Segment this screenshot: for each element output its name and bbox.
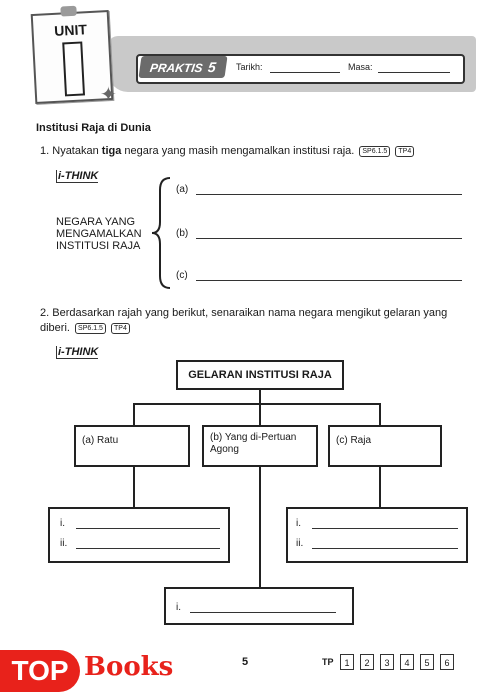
praktis-number: 5 — [206, 59, 218, 75]
q1-text-after: negara yang masih mengamalkan institusi raja. — [124, 145, 355, 157]
pin-icon — [60, 6, 77, 17]
time-field[interactable] — [378, 72, 450, 73]
q2-code-badge: SP6.1.5 — [75, 323, 106, 334]
q1-text-before: Nyatakan — [52, 145, 99, 157]
roman-label: ii. — [296, 538, 304, 549]
q1-option-letter: (c) — [176, 270, 188, 281]
q1-answer-b[interactable] — [196, 238, 462, 239]
q1-heading — [56, 216, 142, 252]
connector — [133, 467, 135, 507]
connector — [259, 390, 261, 404]
q1-number: 1. — [40, 145, 50, 157]
tp-level: 1 — [340, 654, 354, 670]
answer-agong-i[interactable] — [190, 612, 336, 613]
section-title: Institusi Raja di Dunia — [36, 122, 151, 134]
q1-code-badge: SP6.1.5 — [359, 146, 390, 157]
praktis-label: PRAKTIS — [148, 61, 204, 75]
branch-letter: (a) — [82, 435, 95, 446]
branch-letter: (b) — [210, 432, 223, 443]
branch-box-raja — [328, 425, 442, 467]
page-number: 5 — [242, 656, 249, 668]
roman-label: i. — [176, 602, 181, 613]
answer-ratu-i[interactable] — [76, 528, 220, 529]
q1-ithink-label: i-THINK — [58, 170, 99, 182]
watermark-logo — [0, 640, 174, 700]
q1-tp-badge: TP4 — [395, 146, 414, 157]
curly-brace-icon — [148, 176, 178, 290]
q2-tp-badge: TP4 — [111, 323, 130, 334]
watermark-top: TOP — [0, 650, 80, 692]
tp-level: 5 — [420, 654, 434, 670]
tp-level: 3 — [380, 654, 394, 670]
tp-level: 4 — [400, 654, 414, 670]
q2-ithink-label: i-THINK — [58, 346, 99, 358]
roman-label: i. — [296, 518, 301, 529]
q2-text: Berdasarkan rajah yang berikut, senaraikan nama negara mengikut gelaran yang diberi. — [40, 307, 448, 334]
q1-option-letter: (b) — [176, 228, 189, 239]
connector — [259, 403, 261, 425]
q1-option-b — [176, 228, 188, 239]
question-2 — [40, 306, 472, 336]
tree-root-box: GELARAN INSTITUSI RAJA — [176, 360, 344, 390]
q1-heading-line: NEGARA YANG — [56, 216, 136, 228]
time-label: Masa: — [348, 62, 373, 72]
q1-answer-c[interactable] — [196, 280, 462, 281]
answer-box-ratu — [48, 507, 230, 563]
branch-label: Raja — [350, 435, 372, 446]
q1-option-letter: (a) — [176, 184, 189, 195]
question-1 — [40, 144, 480, 159]
unit-label: UNIT — [53, 21, 88, 39]
unit-number-icon — [62, 41, 85, 96]
connector — [133, 403, 381, 405]
watermark-books: Books — [84, 652, 174, 682]
answer-raja-ii[interactable] — [312, 548, 458, 549]
answer-ratu-ii[interactable] — [76, 548, 220, 549]
q1-heading-line: MENGAMALKAN — [56, 228, 142, 240]
date-field[interactable] — [270, 72, 340, 73]
answer-box-agong — [164, 587, 354, 625]
q1-option-a — [176, 184, 188, 195]
branch-letter: (c) — [336, 435, 348, 446]
tp-level: 2 — [360, 654, 374, 670]
tp-label: TP — [322, 657, 334, 667]
roman-label: ii. — [60, 538, 68, 549]
tp-level: 6 — [440, 654, 454, 670]
branch-label: Yang di-Pertuan Agong — [210, 432, 297, 455]
q1-heading-line: INSTITUSI RAJA — [56, 240, 141, 252]
q2-number: 2. — [40, 307, 50, 319]
branch-label: Ratu — [97, 435, 119, 446]
connector — [259, 467, 261, 587]
roman-label: i. — [60, 518, 65, 529]
q1-answer-a[interactable] — [196, 194, 462, 195]
branch-box-agong — [202, 425, 318, 467]
q1-text-bold: tiga — [101, 145, 122, 157]
connector — [133, 403, 135, 425]
answer-box-raja — [286, 507, 468, 563]
star-icon: ✦ — [100, 84, 117, 106]
q1-option-c — [176, 270, 188, 281]
connector — [379, 467, 381, 507]
answer-raja-i[interactable] — [312, 528, 458, 529]
branch-box-ratu — [74, 425, 190, 467]
praktis-tag — [138, 56, 227, 78]
connector — [379, 403, 381, 425]
date-label: Tarikh: — [236, 62, 263, 72]
